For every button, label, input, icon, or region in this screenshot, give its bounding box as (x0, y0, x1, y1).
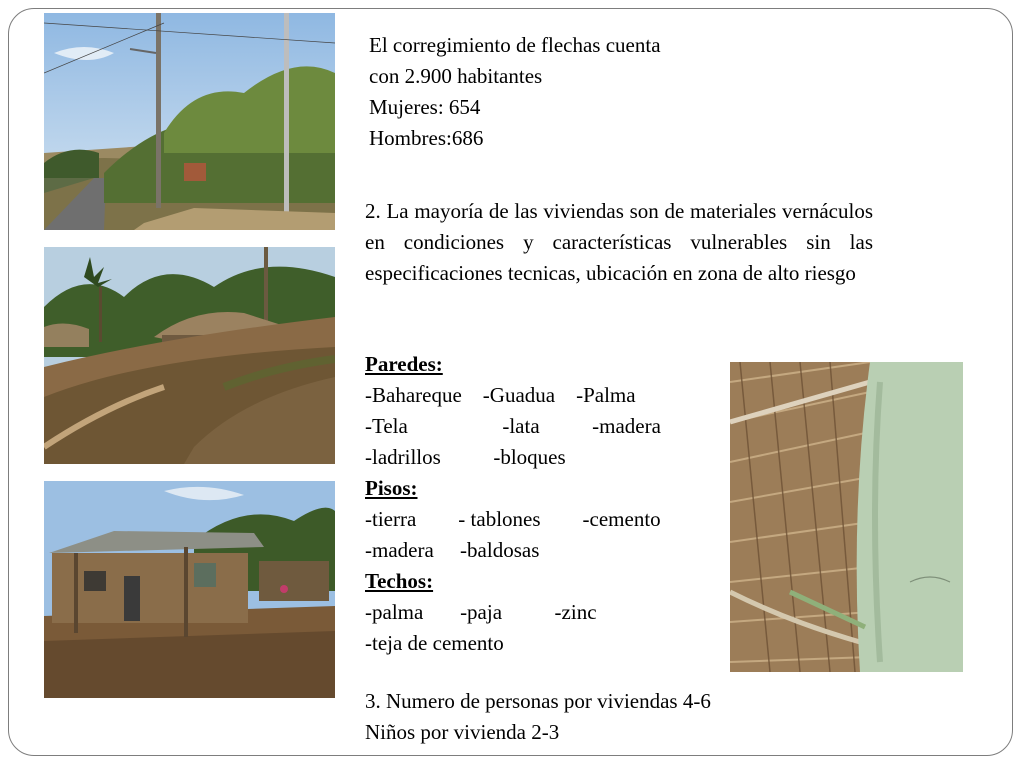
walls-row-2 (365, 411, 745, 442)
persons-per-house: 3. Numero de personas por viviendas 4-6 (365, 689, 711, 713)
walls-item: -lata (502, 414, 540, 438)
walls-item: -Palma (576, 383, 636, 407)
intro-line-2: con 2.900 habitantes (369, 64, 543, 88)
intro-women: Mujeres: 654 (369, 95, 481, 119)
children-per-house: Niños por vivienda 2-3 (365, 720, 560, 744)
roofs-item: -paja (460, 600, 503, 624)
floors-item: -cemento (582, 507, 661, 531)
roofs-row-2 (365, 628, 745, 659)
roofs-item: -teja de cemento (365, 631, 504, 655)
materials-list (365, 349, 745, 659)
floors-heading: Pisos: (365, 476, 418, 500)
walls-item: -Tela (365, 414, 408, 438)
roofs-row-1 (365, 597, 745, 628)
floors-row-1 (365, 504, 745, 535)
floors-item: -madera (365, 538, 434, 562)
thatch-roof-photo (730, 362, 963, 672)
floors-item: -tierra (365, 507, 417, 531)
intro-men: Hombres:686 (369, 126, 484, 150)
house-photo (44, 481, 335, 698)
household-stats (365, 686, 885, 748)
intro-line-1: El corregimiento de flechas cuenta (369, 33, 661, 57)
walls-item: -bloques (493, 445, 566, 469)
floors-item: - tablones (458, 507, 541, 531)
walls-item: -Bahareque (365, 383, 462, 407)
walls-item: -ladrillos (365, 445, 441, 469)
roofs-item: -zinc (554, 600, 597, 624)
roofs-item: -palma (365, 600, 424, 624)
walls-row-1 (365, 380, 745, 411)
walls-item: -madera (592, 414, 661, 438)
roofs-heading: Techos: (365, 569, 434, 593)
walls-heading: Paredes: (365, 352, 443, 376)
walls-row-3 (365, 442, 745, 473)
population-intro (369, 30, 709, 154)
walls-item: -Guadua (482, 383, 556, 407)
floors-item: -baldosas (460, 538, 540, 562)
road-photo (44, 13, 335, 230)
huts-photo (44, 247, 335, 464)
floors-row-2 (365, 535, 745, 566)
housing-paragraph: 2. La mayoría de las viviendas son de materiales vernáculos en condiciones y características vulnerables sin las especificaciones tecnicas, ubicación en zona de alto riesgo (365, 199, 873, 285)
